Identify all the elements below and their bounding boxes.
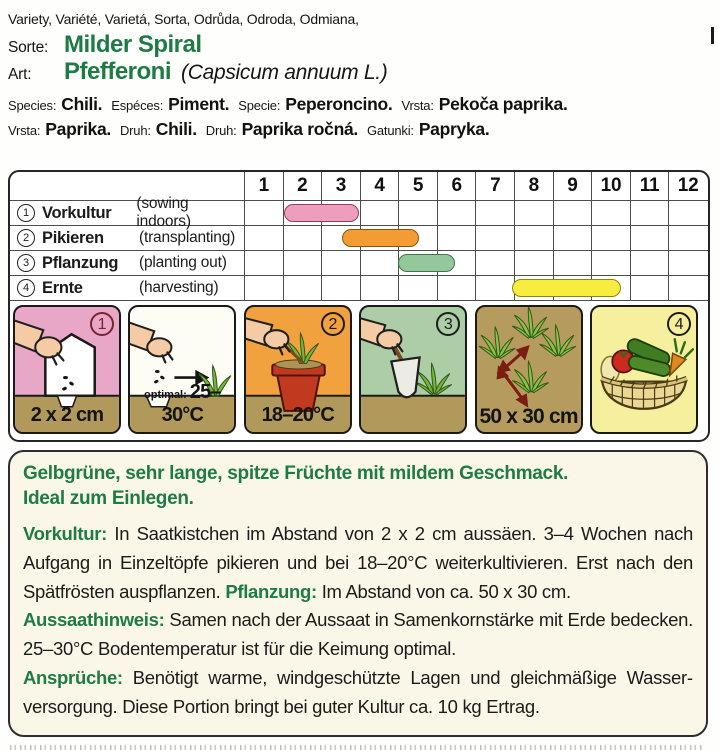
month-cell bbox=[630, 226, 669, 250]
month-cell bbox=[321, 276, 360, 300]
month-cell bbox=[398, 201, 437, 225]
month-cell bbox=[398, 276, 437, 300]
translation-label: Species: bbox=[8, 98, 57, 113]
translation-label: Specie: bbox=[238, 98, 281, 113]
basket-icon bbox=[601, 376, 687, 425]
pictogram-trowel-planting bbox=[359, 305, 467, 434]
month-cell: 6 bbox=[437, 172, 476, 200]
calendar-row bbox=[10, 226, 708, 251]
row-label bbox=[10, 195, 244, 230]
vrsta-translations-line bbox=[8, 119, 498, 140]
paragraph-text: In Saatkistchen im Abstand von 2 x 2 cm aussäen. 3–4 Wochen nach Aufgang in Einzeltöpfe pikieren und bei 18–20°C weiterkultivieren. Erst nach den Spätfrösten auspflanzen. bbox=[23, 523, 693, 602]
botanical-name: (Capsicum annuum L.) bbox=[181, 61, 388, 84]
month-cell bbox=[514, 226, 553, 250]
row-month-cells bbox=[244, 201, 708, 225]
translation-label: Vrsta: bbox=[401, 98, 434, 113]
month-cell bbox=[591, 201, 630, 225]
paragraph-text: Samen nach der Aussaat in Samenkornstärke mit Erde bedecken. 25–30°C Bodentemperatur ist für die Keimung optimal. bbox=[23, 609, 693, 660]
translation-label: Druh: bbox=[205, 123, 237, 138]
month-header-row bbox=[10, 172, 708, 201]
row-name-english: (planting out) bbox=[139, 254, 227, 271]
translation-label: Espéces: bbox=[111, 98, 164, 113]
month-cell bbox=[437, 276, 476, 300]
translation-label: Gatunki: bbox=[366, 123, 414, 138]
optimal-temp-caption bbox=[130, 381, 234, 427]
art-label: Art: bbox=[8, 66, 32, 83]
calendar-row bbox=[10, 195, 708, 230]
month-cell: 10 bbox=[591, 172, 630, 200]
plant-icon bbox=[416, 363, 452, 394]
paragraph-lead: Vorkultur: bbox=[23, 523, 108, 544]
cutoff-text-line bbox=[10, 745, 704, 750]
row-label bbox=[10, 226, 244, 250]
temp-value: 25–30°C bbox=[161, 381, 221, 426]
sorte-line bbox=[8, 31, 202, 59]
hand-sowing-icon bbox=[130, 321, 172, 362]
month-cell: 3 bbox=[321, 172, 360, 200]
seedling-icon bbox=[286, 333, 318, 363]
period-bar bbox=[342, 229, 419, 247]
species-translations-line bbox=[8, 94, 577, 115]
month-cell bbox=[514, 201, 553, 225]
step-number-circle: 3 bbox=[17, 254, 35, 272]
translation-value: Chili. bbox=[61, 94, 103, 114]
month-cell bbox=[360, 201, 399, 225]
paragraph-text: Benötigt warme, windgeschützte Lagen und gleichmäßige Wasserversorgung. Diese Portion bringt bei guter Kultur ca. 10 kg Ertrag. bbox=[23, 666, 693, 717]
variety-description-box bbox=[8, 450, 708, 737]
month-cell: 5 bbox=[398, 172, 437, 200]
row-name-english: (harvesting) bbox=[139, 279, 219, 296]
month-cell bbox=[360, 276, 399, 300]
translation-label: Druh: bbox=[119, 123, 151, 138]
row-name: Ernte bbox=[42, 278, 83, 297]
row-month-cells bbox=[244, 276, 708, 300]
month-cell bbox=[283, 251, 322, 275]
month-cell bbox=[668, 201, 707, 225]
month-cell bbox=[591, 226, 630, 250]
month-cell bbox=[321, 251, 360, 275]
month-cell bbox=[283, 226, 322, 250]
step-number-badge: 3 bbox=[436, 312, 460, 336]
sorte-value: Milder Spiral bbox=[64, 31, 202, 58]
translation-value: Papryka. bbox=[418, 119, 490, 139]
scan-artifact bbox=[711, 27, 714, 44]
month-cell bbox=[630, 201, 669, 225]
calendar-row bbox=[10, 276, 708, 301]
translation-value: Paprika. bbox=[45, 119, 111, 139]
pictogram-germination-temp bbox=[128, 305, 236, 434]
paragraph-lead: Ansprüche: bbox=[23, 666, 123, 688]
month-cell bbox=[244, 251, 283, 275]
month-header-cells bbox=[244, 172, 708, 200]
description-paragraph bbox=[23, 664, 693, 722]
month-cell bbox=[553, 251, 592, 275]
calendar-row bbox=[10, 251, 708, 276]
optimal-label: optimal: bbox=[144, 389, 187, 401]
row-label bbox=[10, 276, 244, 300]
translation-value: Piment. bbox=[168, 94, 230, 114]
month-cell bbox=[437, 226, 476, 250]
month-cell bbox=[244, 276, 283, 300]
pictogram-spacing bbox=[475, 305, 583, 434]
month-cell: 4 bbox=[360, 172, 399, 200]
month-cell bbox=[591, 251, 630, 275]
paragraph-text: Im Abstand von ca. 50 x 30 cm. bbox=[316, 580, 571, 602]
hand-icon bbox=[246, 317, 289, 354]
month-cell: 2 bbox=[283, 172, 322, 200]
description-paragraph bbox=[23, 606, 693, 664]
month-cell bbox=[630, 276, 669, 300]
month-cell bbox=[668, 276, 707, 300]
row-month-cells bbox=[244, 226, 708, 250]
art-value: Pfefferoni bbox=[64, 58, 172, 85]
pictogram-pot-transplant bbox=[244, 305, 352, 434]
month-cell: 1 bbox=[244, 172, 283, 200]
spacing-caption: 2 x 2 cm bbox=[30, 404, 104, 426]
row-month-cells bbox=[244, 251, 708, 275]
row-name-english: (sowing indoors) bbox=[136, 195, 191, 230]
month-cell bbox=[514, 251, 553, 275]
pictogram-sowing-tray bbox=[13, 305, 121, 434]
month-cell bbox=[283, 276, 322, 300]
calendar-rows bbox=[10, 195, 708, 301]
month-cell bbox=[360, 251, 399, 275]
translation-value: Paprika ročná. bbox=[241, 119, 358, 139]
row-name: Pflanzung bbox=[42, 253, 119, 272]
month-cell: 11 bbox=[630, 172, 669, 200]
period-bar bbox=[284, 204, 359, 222]
pictogram-harvest-basket bbox=[590, 305, 698, 434]
row-name-english: (transplanting) bbox=[139, 229, 236, 246]
month-cell: 8 bbox=[514, 172, 553, 200]
month-cell bbox=[244, 226, 283, 250]
month-cell bbox=[475, 276, 514, 300]
plant-icon bbox=[512, 361, 548, 392]
month-cell bbox=[553, 226, 592, 250]
month-cell bbox=[475, 226, 514, 250]
step-number-circle: 1 bbox=[17, 204, 35, 222]
description-headline-2: Ideal zum Einlegen. bbox=[23, 488, 194, 509]
sowing-calendar-box bbox=[8, 170, 710, 442]
soil-band bbox=[361, 396, 465, 432]
row-name: Vorkultur bbox=[42, 203, 112, 222]
description-paragraphs bbox=[23, 520, 693, 722]
month-cell: 12 bbox=[668, 172, 707, 200]
month-cell bbox=[475, 251, 514, 275]
step-number-badge: 1 bbox=[90, 312, 114, 336]
month-cell bbox=[668, 226, 707, 250]
month-cell: 9 bbox=[553, 172, 592, 200]
translation-value: Chili. bbox=[155, 119, 197, 139]
month-cell bbox=[475, 201, 514, 225]
variety-languages-line: Variety, Variété, Varietá, Sorta, Odrůda, Odroda, Odmiana, bbox=[8, 11, 359, 27]
month-cell bbox=[437, 201, 476, 225]
pot-temp-caption: 18–20°C bbox=[261, 404, 335, 426]
vegetables bbox=[601, 337, 693, 383]
month-cell bbox=[244, 201, 283, 225]
cucumber-icon bbox=[625, 337, 671, 378]
sowing-calendar-table bbox=[10, 172, 708, 301]
carrot-icon bbox=[670, 353, 686, 375]
month-cell: 7 bbox=[475, 172, 514, 200]
month-cell bbox=[553, 201, 592, 225]
translation-value: Pekoča paprika. bbox=[438, 94, 568, 114]
period-bar bbox=[398, 254, 455, 272]
step-number-circle: 2 bbox=[17, 229, 35, 247]
plant-icon bbox=[479, 327, 515, 358]
paragraph-lead: Aussaathinweis: bbox=[23, 609, 165, 631]
description-paragraph bbox=[23, 520, 693, 606]
row-label bbox=[10, 251, 244, 275]
translation-label: Vrsta: bbox=[8, 123, 41, 138]
trowel-blade-icon bbox=[392, 357, 420, 397]
month-cell bbox=[668, 251, 707, 275]
step-number-badge: 4 bbox=[667, 312, 691, 336]
row-spacing-caption: 50 x 30 cm bbox=[479, 405, 578, 428]
month-cell bbox=[630, 251, 669, 275]
step-number-badge: 2 bbox=[321, 312, 345, 336]
row-name: Pikieren bbox=[42, 228, 104, 247]
period-bar bbox=[512, 279, 621, 297]
description-headline-1: Gelbgrüne, sehr lange, spitze Früchte mit mildem Geschmack. bbox=[23, 463, 569, 484]
sorte-label: Sorte: bbox=[8, 39, 49, 56]
paragraph-lead: Pflanzung: bbox=[225, 580, 317, 602]
art-line bbox=[8, 58, 387, 86]
step-number-circle: 4 bbox=[17, 279, 35, 297]
translation-value: Peperoncino. bbox=[285, 94, 393, 114]
